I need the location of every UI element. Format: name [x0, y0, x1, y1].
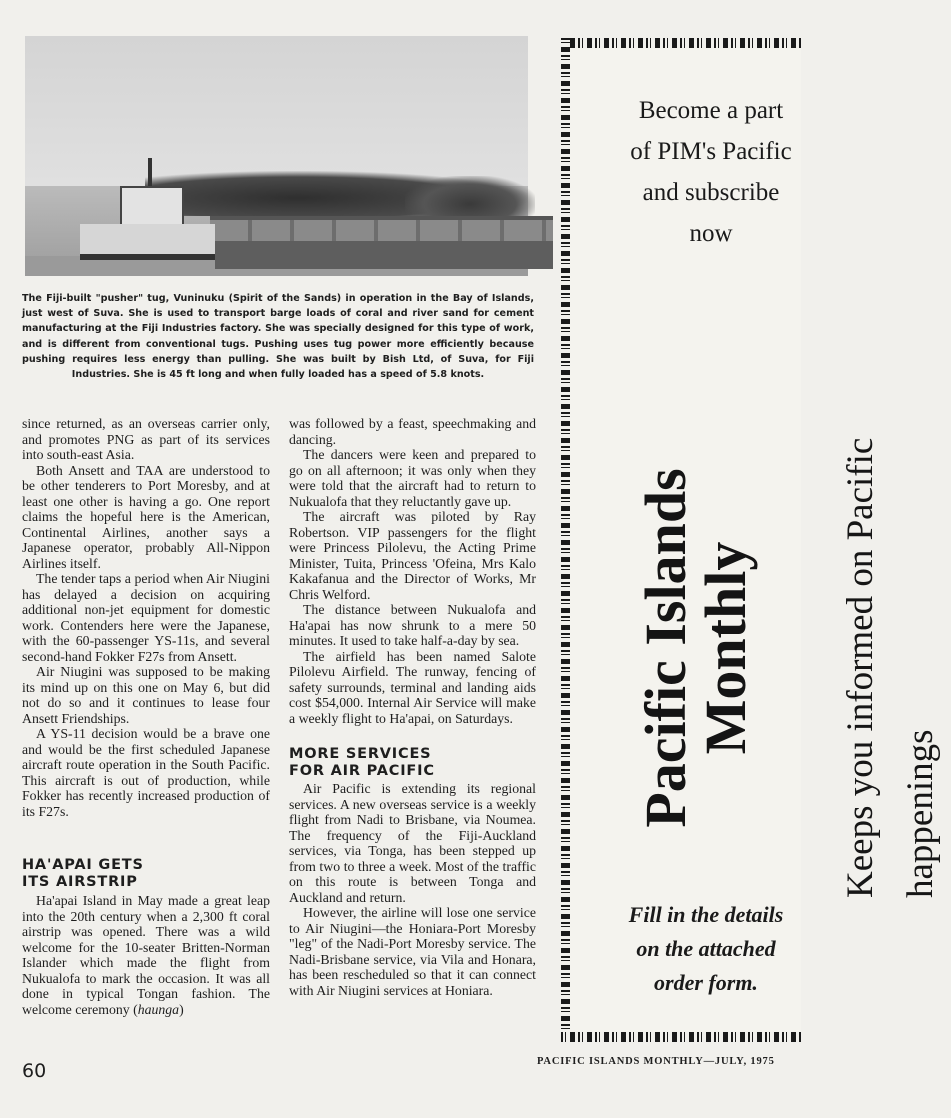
- advert-cta-line: order form.: [654, 970, 758, 995]
- paragraph: The aircraft was piloted by Ray Robertson. VIP passengers for the flight were Princess Pilolevu, the Acting Prime Minister, Tuita, Princess 'Ofeina, Mrs Kalo Kakafanua and the Director of Works, Mr Chris Welford.: [289, 509, 536, 602]
- article-column-1: [22, 416, 270, 1017]
- subscription-advert: [561, 38, 941, 1042]
- photo-caption: The Fiji-built "pusher" tug, Vuninuku (Spirit of the Sands) in operation in the Bay of Islands, just west of Suva. She is used to transport barge loads of coral and river sand for cement manufacturing at the Fiji Industries factory. She was specially designed for this type of work, and is different from conventional tugs. Pushing uses tug power more efficiently because pushing requires less energy than pulling. She was built by Bish Ltd, of Suva, for Fiji Industries. She is 45 ft long and when fully loaded has a speed of 5.8 knots.: [22, 293, 534, 381]
- paragraph: However, the airline will lose one service to Air Niugini—the Honiara-Port Moresby "leg" of the Nadi-Port Moresby service. The Nadi-Brisbane service, via Vila and Honara, has been rescheduled so that it can connect with Air Niugini services at Honiara.: [289, 905, 536, 998]
- advert-headline: [601, 90, 821, 254]
- advert-tagline-line: happenings: [900, 729, 941, 898]
- advert-border-bottom: [561, 1032, 801, 1042]
- paragraph: Both Ansett and TAA are understood to be other tenderers to Port Moresby, and at least one other is having a go. One report claims the hopeful here is the American, Continental Airlines, another says a Japanese operator, probably All-Nippon Airlines itself.: [22, 462, 270, 571]
- paragraph: Air Pacific is extending its regional services. A new overseas service is a weekly flight from Nadi to Brisbane, via Noumea. The frequency of the Fiji-Auckland services, via Tonga, has been stepped up from two to three a week. Most of the traffic on this route is between Tonga and Auckland and return.: [289, 781, 536, 905]
- advert-title-line: Monthly: [693, 541, 758, 755]
- advert-border-top: [561, 38, 801, 48]
- paragraph: The airfield has been named Salote Pilolevu Airfield. The runway, fencing of safety surrounds, terminal and landing aids cost $54,000. Internal Air Service will make a weekly flight to Ha'apai, on Saturdays.: [289, 648, 536, 726]
- advert-headline-line: and subscribe: [642, 179, 780, 206]
- haunga-word: haunga: [137, 1001, 180, 1017]
- advert-headline-line: now: [689, 220, 733, 247]
- advert-cta-line: on the attached: [636, 936, 776, 961]
- paragraph: The tender taps a period when Air Niugini has delayed a decision on acquiring additional non-jet equipment for domestic work. Contenders here were the Japanese, with the 60-passenger YS-11s, and several second-hand Fokker F27s from Ansett.: [22, 571, 270, 664]
- advert-headline-line: Become a part: [638, 97, 784, 124]
- advert-border-left: [561, 38, 570, 1042]
- advert-headline-line: of PIM's Pacific: [630, 138, 792, 165]
- paragraph: The dancers were keen and prepared to go on all afternoon; it was only when they were told that the aircraft had to return to Nukualofa that they reluctantly gave up.: [289, 447, 536, 509]
- advert-tagline-line: Keeps you informed on Pacific: [840, 437, 881, 898]
- photo-tug-mast: [148, 158, 152, 188]
- photo-sky: [25, 36, 528, 186]
- photo-barge-hull: [215, 241, 553, 269]
- paragraph: Ha'apai Island in May made a great leap into the 20th century when a 2,300 ft coral airstrip was opened. There was a wild welcome for the 10-seater Britten-Norman Islander which made the flight from Nukualofa to mark the occasion. It was all done in typical Tongan fashion. The welcome ceremony (haunga): [22, 893, 270, 1017]
- advert-tagline: [831, 438, 951, 898]
- paragraph-text: Ha'apai Island in May made a great leap into the 20th century when a 2,300 ft coral airstrip was opened. There was a wild welcome for the 10-seater Britten-Norman Islander which made the flight from Nukualofa to mark the occasion. It was all done in typical Tongan fashion. The welcome ceremony: [22, 893, 270, 1017]
- tug-barge-photo: [25, 36, 528, 276]
- photo-island-right: [405, 176, 535, 216]
- photo-tug-hull: [80, 224, 215, 260]
- paragraph: since returned, as an overseas carrier only, and promotes PNG as part of its services into south-east Asia.: [22, 416, 270, 462]
- section-heading-air-pacific: MORE SERVICES FOR AIR PACIFIC: [289, 746, 435, 779]
- paragraph: was followed by a feast, speechmaking and dancing.: [289, 416, 536, 447]
- page-number: 60: [22, 1060, 47, 1082]
- section-heading-haapai: HA'APAI GETS ITS AIRSTRIP: [22, 857, 144, 890]
- advert-call-to-action: [591, 898, 821, 1000]
- advert-cta-line: Fill in the details: [628, 902, 784, 927]
- photo-tug: [80, 186, 215, 256]
- running-footer: PACIFIC ISLANDS MONTHLY—JULY, 1975: [537, 1056, 775, 1067]
- advert-title-line: Pacific Islands: [633, 468, 698, 828]
- paragraph: Air Niugini was supposed to be making its mind up on this one on May 6, but did not do so and it continues to lease four Ansett Friendships.: [22, 664, 270, 726]
- paragraph: A YS-11 decision would be a brave one and would be the first scheduled Japanese aircraft route operation in the South Pacific. This aircraft is out of production, while Fokker has recently increased production of its F27s.: [22, 726, 270, 819]
- article-column-2: [289, 416, 536, 998]
- paragraph: The distance between Nukualofa and Ha'apai has now shrunk to a mere 50 minutes. It used to take half-a-day by sea.: [289, 602, 536, 648]
